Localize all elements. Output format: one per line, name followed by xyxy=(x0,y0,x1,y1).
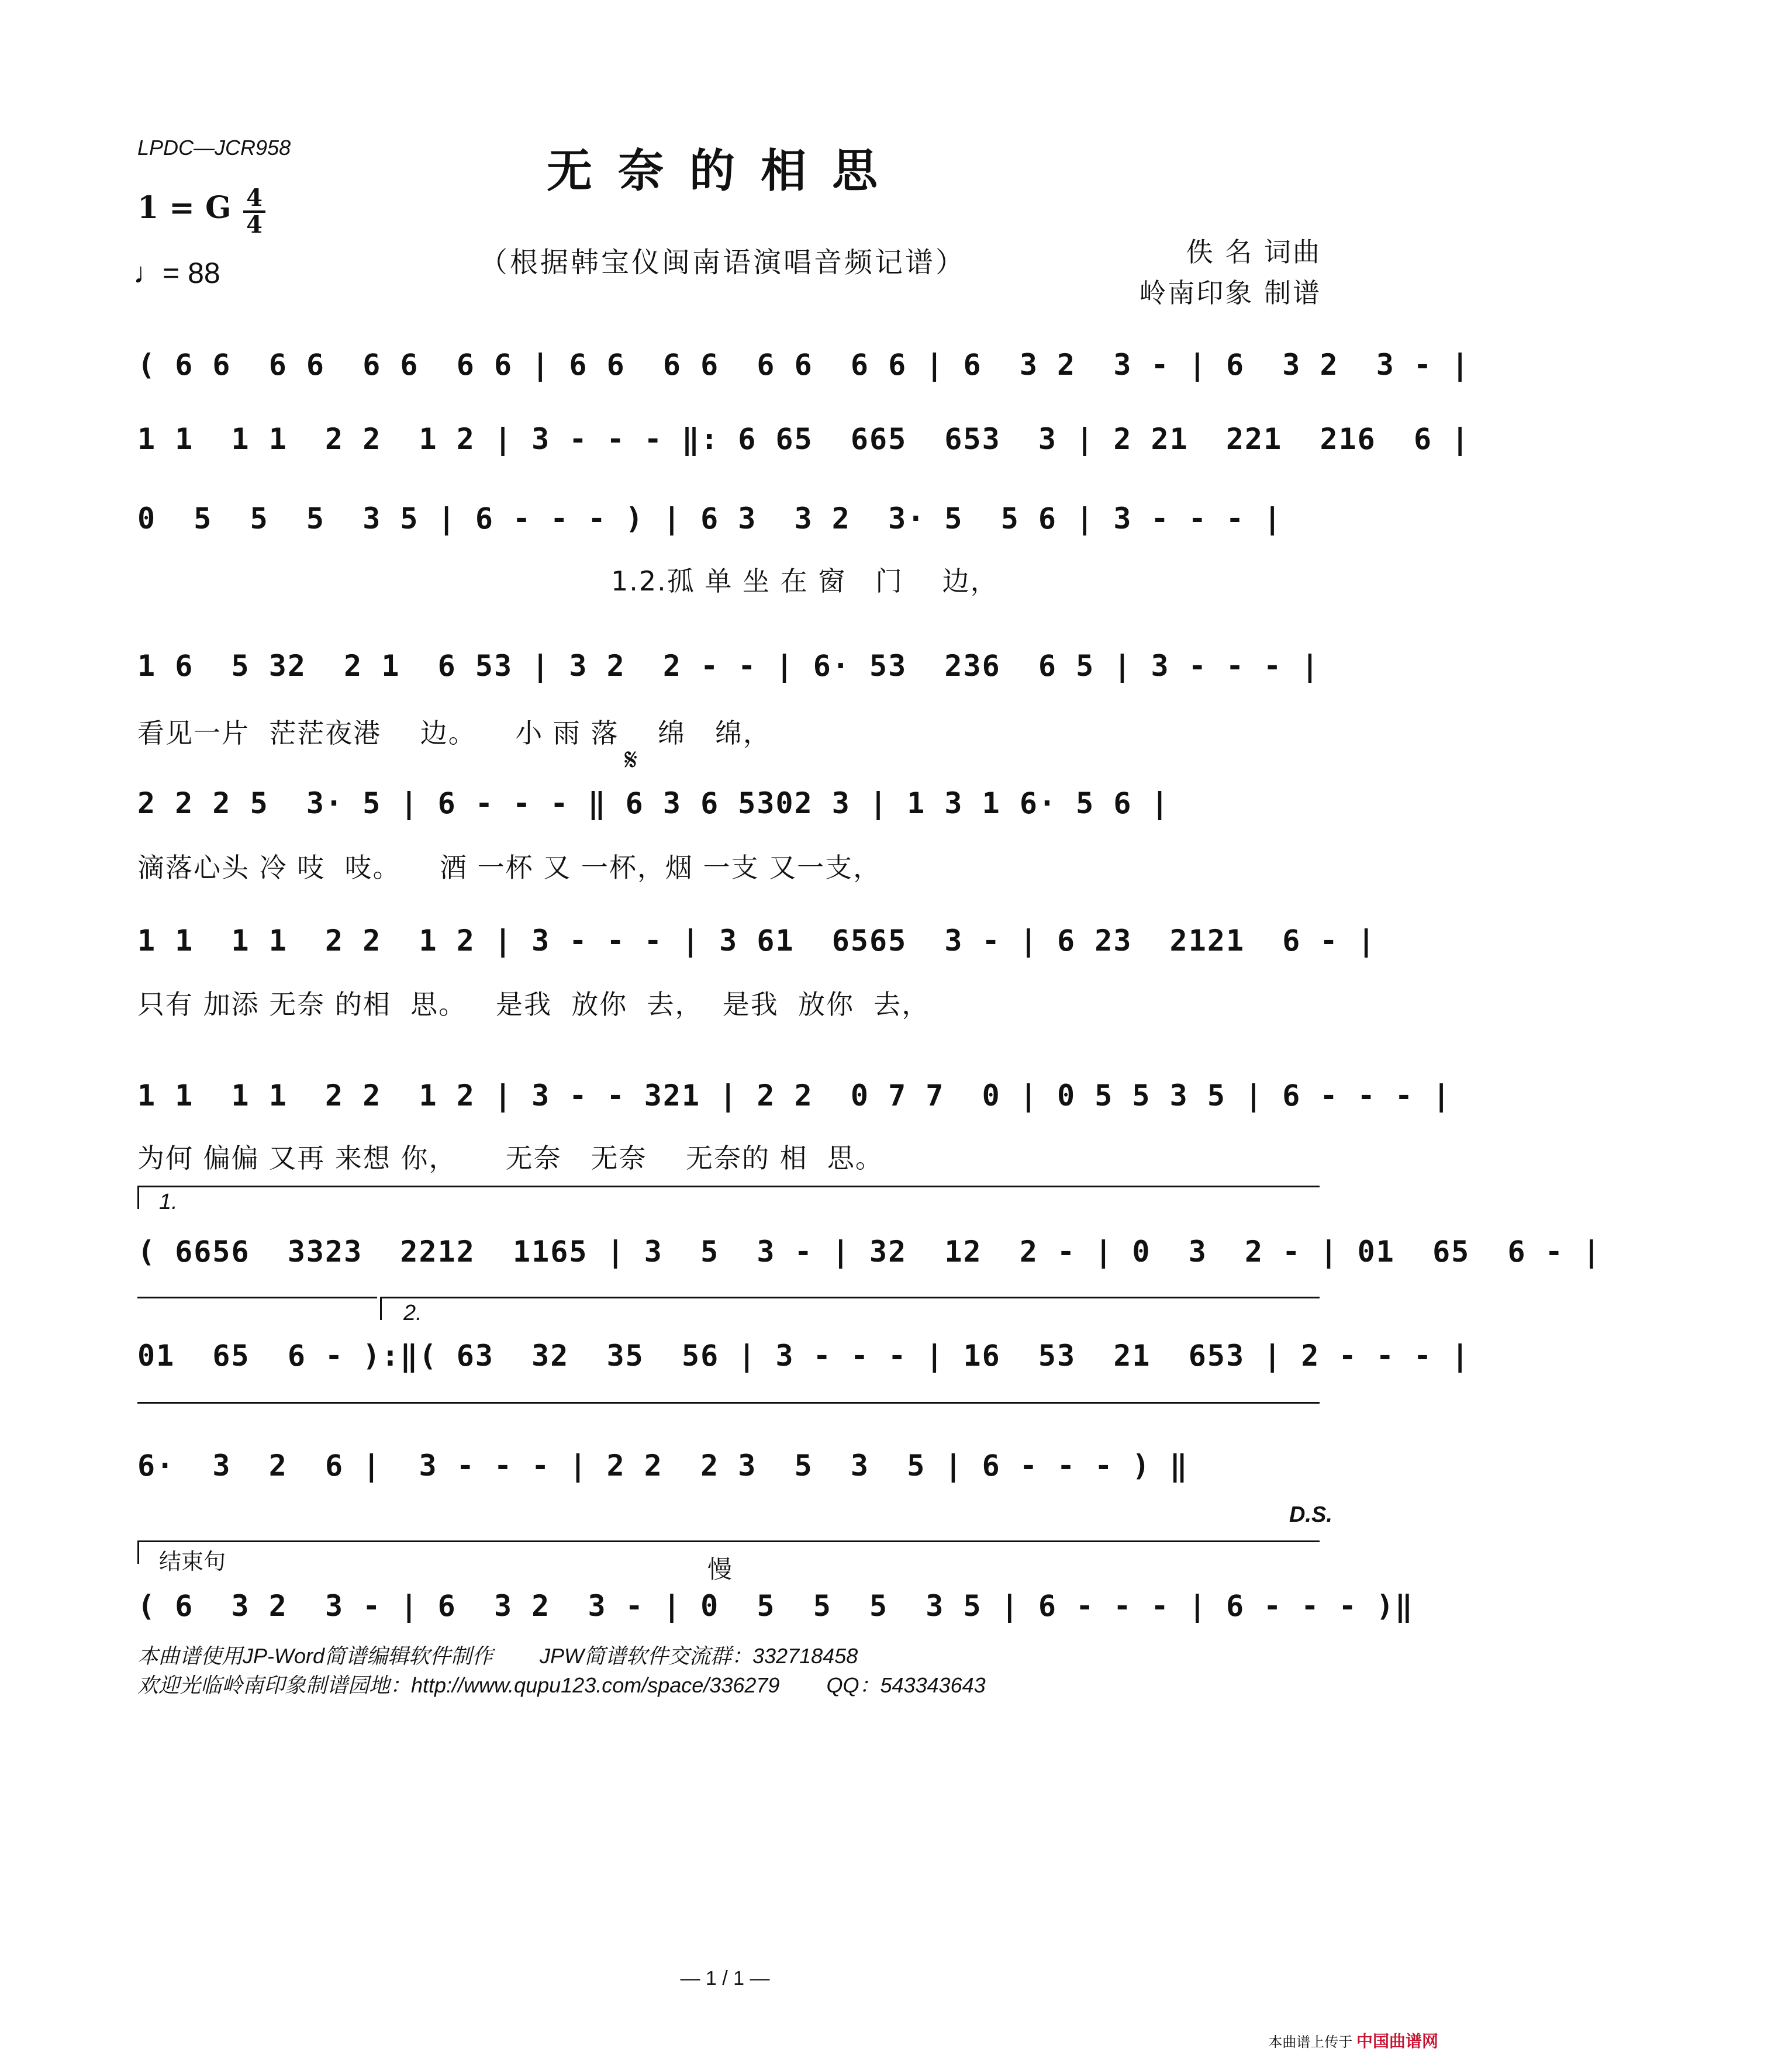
ending-1-bracket xyxy=(137,1186,1320,1187)
time-signature-top: 4 xyxy=(246,184,263,212)
ending-1-label: 1. xyxy=(159,1190,178,1214)
page-number: — 1 / 1 — xyxy=(680,1967,770,1989)
key-signature: 1 = G xyxy=(137,190,232,226)
score-row-8: ( 6656 3323 2212 1165 | 3 5 3 - | 32 12 2 - | 0 3 2 - | 01 65 6 - | xyxy=(137,1235,1601,1269)
ending-2-label: 2. xyxy=(403,1301,422,1325)
upload-stamp-text: 本曲谱上传于 xyxy=(1268,2034,1353,2050)
dal-segno-label: D.S. xyxy=(1289,1502,1332,1527)
ending-2-bracket-start xyxy=(380,1297,382,1320)
time-signature-bottom: 4 xyxy=(246,211,263,239)
page-title: 无奈的相思 xyxy=(546,144,903,198)
tempo-value: = 88 xyxy=(163,257,220,289)
score-row-6: 1 1 1 1 2 2 1 2 | 3 - - - | 3 61 6565 3 - | 6 23 2121 6 - | xyxy=(137,924,1376,958)
composer-credit: 佚 名 词曲 xyxy=(1186,236,1321,268)
ending-1-underline xyxy=(137,1297,377,1298)
upload-stamp xyxy=(1268,2029,1438,2052)
ending-2-underline xyxy=(137,1402,1320,1404)
lyric-row-7: 为何 偏偏 又再 来想 你， 无奈 无奈 无奈的 相 思。 xyxy=(137,1142,883,1174)
subtitle: （根据韩宝仪闽南语演唱音频记谱） xyxy=(479,246,966,279)
tempo-marking xyxy=(133,256,220,290)
score-row-9: 01 65 6 - ):‖( 63 32 35 56 | 3 - - - | 16 53 21 653 | 2 - - - | xyxy=(137,1339,1470,1373)
tempo-slow-label: 慢 xyxy=(707,1556,733,1583)
score-row-5: 2 2 2 5 3· 5 | 6 - - - ‖ 6 3 6 5302 3 | 1 3 1 6· 5 6 | xyxy=(137,786,1170,820)
score-row-11: ( 6 3 2 3 - | 6 3 2 3 - | 0 5 5 5 3 5 | 6 - - - | 6 - - - )‖ xyxy=(137,1589,1414,1623)
coda-bracket xyxy=(137,1540,1320,1542)
footer-software-note: 本曲谱使用JP-Word简谱编辑软件制作 JPW简谱软件交流群：332718458 xyxy=(137,1644,858,1668)
score-row-7: 1 1 1 1 2 2 1 2 | 3 - - 321 | 2 2 0 7 7 0 | 0 5 5 3 5 | 6 - - - | xyxy=(137,1079,1452,1113)
lyric-row-6: 只有 加添 无奈 的相 思。 是我 放你 去， 是我 放你 去， xyxy=(137,989,930,1020)
score-row-4: 1 6 5 32 2 1 6 53 | 3 2 2 - - | 6· 53 236 6 5 | 3 - - - | xyxy=(137,649,1320,683)
segno-icon: 𝄋 xyxy=(624,742,638,778)
ending-2-bracket xyxy=(380,1297,1320,1298)
score-code: LPDC—JCR958 xyxy=(137,136,291,160)
site-logo: 中国曲谱网 xyxy=(1356,2032,1438,2050)
score-row-1: ( 6 6 6 6 6 6 6 6 | 6 6 6 6 6 6 6 6 | 6 3 2 3 - | 6 3 2 3 - | xyxy=(137,348,1470,382)
time-signature xyxy=(240,186,269,237)
coda-label: 结束句 xyxy=(159,1550,226,1574)
quarter-note-icon: ♩ xyxy=(133,257,163,289)
score-row-2: 1 1 1 1 2 2 1 2 | 3 - - - ‖: 6 65 665 653 3 | 2 21 221 216 6 | xyxy=(137,422,1470,456)
coda-bracket-start xyxy=(137,1540,139,1564)
score-row-3: 0 5 5 5 3 5 | 6 - - - ) | 6 3 3 2 3· 5 5 6 | 3 - - - | xyxy=(137,502,1283,536)
footer-website-note: 欢迎光临岭南印象制谱园地：http://www.qupu123.com/space/336279 QQ：543343643 xyxy=(137,1673,986,1697)
lyric-row-3: 1.2.孤 单 坐 在 窗 门 边， xyxy=(611,565,999,597)
lyric-row-5: 滴落心头 冷 吱 吱。 酒 一杯 又 一杯，烟 一支 又一支， xyxy=(137,852,882,883)
score-row-10: 6· 3 2 6 | 3 - - - | 2 2 2 3 5 3 5 | 6 - - - ) ‖ xyxy=(137,1449,1189,1483)
arranger-credit: 岭南印象 制谱 xyxy=(1139,277,1321,309)
lyric-row-4: 看见一片 茫茫夜港 边。 小 雨 落 绵 绵， xyxy=(137,717,771,749)
ending-1-bracket-start xyxy=(137,1186,139,1209)
